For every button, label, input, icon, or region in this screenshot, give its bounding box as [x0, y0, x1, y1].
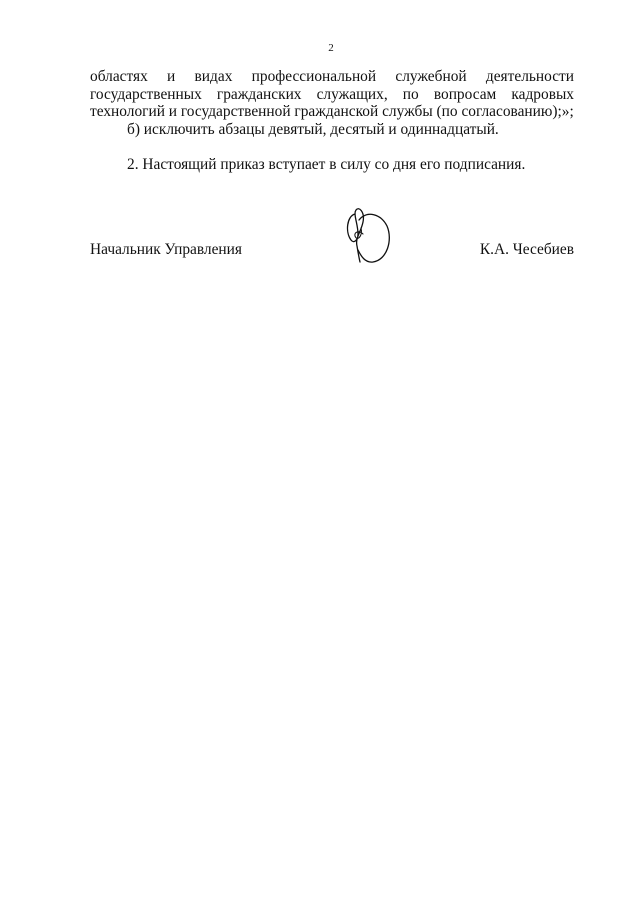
item-2: 2. Настоящий приказ вступает в силу со дня его подписания.: [127, 155, 526, 173]
page-number: 2: [328, 42, 334, 54]
signer-name: К.А. Чесебиев: [479, 241, 574, 258]
text-line: областях и видах профессиональной служебной деятельности: [90, 68, 574, 85]
paragraph-spacer: [90, 138, 574, 156]
text-line: технологий и государственной гражданской службы (по согласованию);»;: [90, 103, 574, 121]
text-line: государственных гражданских служащих, по вопросам кадровых: [90, 85, 574, 103]
subitem-b: б) исключить абзацы девятый, десятый и одиннадцатый.: [127, 120, 499, 138]
paragraph-continuation: [90, 68, 574, 121]
signer-position-title: Начальник Управления: [90, 241, 242, 258]
document-body: [90, 68, 574, 174]
signature-block: [90, 241, 574, 261]
